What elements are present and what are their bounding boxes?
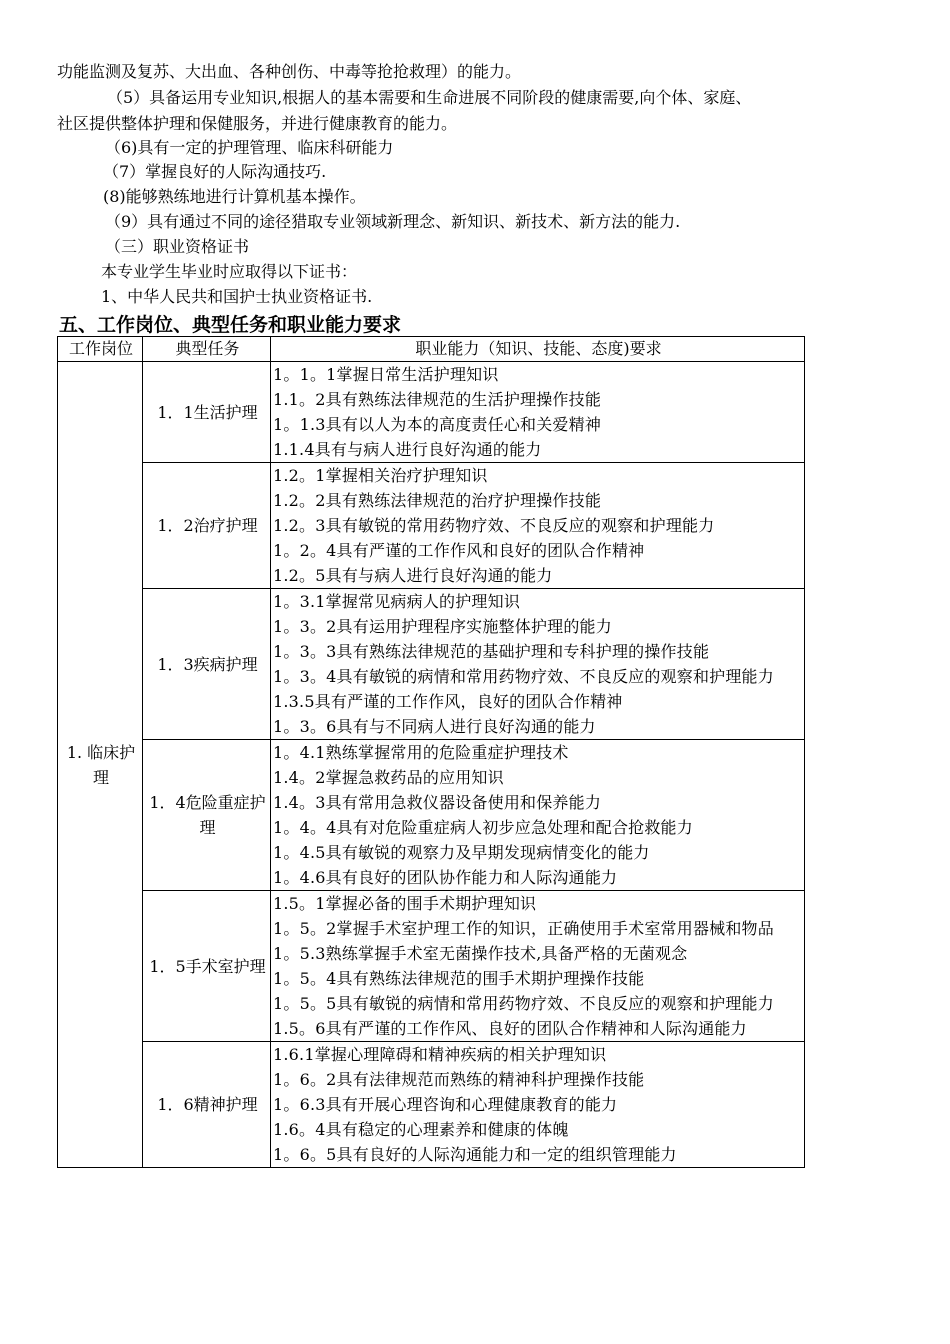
task-label: 1．5手术室护理 <box>149 956 266 976</box>
section-heading: 五、工作岗位、典型任务和职业能力要求 <box>59 314 402 336</box>
requirement-item: 1。3.1掌握常见病病人的护理知识 <box>273 592 521 611</box>
requirement-item: 1.5。6具有严谨的工作作风、良好的团队合作精神和人际沟通能力 <box>273 1019 747 1038</box>
requirement-item: 1.6.1掌握心理障碍和精神疾病的相关护理知识 <box>273 1045 607 1064</box>
requirement-item: 1。4。4具有对危险重症病人初步应急处理和配合抢救能力 <box>273 818 693 837</box>
requirements-cell <box>271 463 805 589</box>
requirement-item: 1。5。4具有熟练法律规范的围手术期护理操作技能 <box>273 969 645 988</box>
requirement-item: 1.3.5具有严谨的工作作风，良好的团队合作精神 <box>273 692 623 711</box>
requirement-item: 1。4.1熟练掌握常用的危险重症护理技术 <box>273 743 569 762</box>
requirement-item: 1。5.3熟练掌握手术室无菌操作技术,具备严格的无菌观念 <box>273 944 688 963</box>
task-cell <box>143 740 271 891</box>
requirement-item: 1。1。1掌握日常生活护理知识 <box>273 365 499 384</box>
requirement-item: 1。3。2具有运用护理程序实施整体护理的能力 <box>273 617 612 636</box>
requirement-item: 1。3。6具有与不同病人进行良好沟通的能力 <box>273 717 596 736</box>
paragraph-line: （9）具有通过不同的途径猎取专业领域新理念、新知识、新技术、新方法的能力. <box>105 212 681 231</box>
requirement-item: 1.2。1掌握相关治疗护理知识 <box>273 466 488 485</box>
paragraph-line: 功能监测及复苏、大出血、各种创伤、中毒等抢抢救理）的能力。 <box>57 62 522 81</box>
requirements-cell <box>271 362 805 463</box>
requirement-item: 1.2。3具有敏锐的常用药物疗效、不良反应的观察和护理能力 <box>273 516 715 535</box>
requirement-item: 1.1。2具有熟练法律规范的生活护理操作技能 <box>273 390 602 409</box>
requirements-cell <box>271 589 805 740</box>
requirements-cell <box>271 1042 805 1168</box>
paragraph-line: 本专业学生毕业时应取得以下证书： <box>101 262 358 281</box>
paragraph-line: （7）掌握良好的人际沟通技巧. <box>103 162 327 181</box>
paragraph-line: （6)具有一定的护理管理、临床科研能力 <box>105 138 394 157</box>
task-label: 1．2治疗护理 <box>157 516 258 535</box>
requirement-item: 1.6。4具有稳定的心理素养和健康的体魄 <box>273 1120 569 1139</box>
task-cell <box>143 1042 271 1168</box>
header-requirements: 职业能力（知识、技能、态度)要求 <box>271 337 805 362</box>
requirement-item: 1。5。5具有敏锐的病情和常用药物疗效、不良反应的观察和护理能力 <box>273 994 774 1013</box>
requirements-cell <box>271 891 805 1042</box>
paragraph-line: （5）具备运用专业知识,根据人的基本需要和生命进展不同阶段的健康需要,向个体、家庭、 <box>107 88 752 107</box>
task-cell <box>143 589 271 740</box>
paragraph-line: 社区提供整体护理和保健服务，并进行健康教育的能力。 <box>57 114 458 133</box>
requirement-item: 1。3。3具有熟练法律规范的基础护理和专科护理的操作技能 <box>273 642 710 661</box>
task-cell <box>143 463 271 589</box>
task-cell <box>143 362 271 463</box>
requirement-item: 1.4。3具有常用急救仪器设备使用和保养能力 <box>273 793 602 812</box>
task-label: 1．1生活护理 <box>157 402 258 422</box>
competency-table <box>57 336 805 1168</box>
requirement-item: 1.2。5具有与病人进行良好沟通的能力 <box>273 566 553 585</box>
task-label: 1．3疾病护理 <box>157 654 258 674</box>
requirement-item: 1。4.6具有良好的团队协作能力和人际沟通能力 <box>273 868 618 887</box>
post-label: 1. 临床护理 <box>66 742 136 787</box>
requirement-item: 1。2。4具有严谨的工作作风和良好的团队合作精神 <box>273 541 645 560</box>
post-cell <box>58 362 143 1168</box>
table-row <box>58 740 805 891</box>
requirement-item: 1.2。2具有熟练法律规范的治疗护理操作技能 <box>273 491 602 510</box>
requirement-item: 1。3。4具有敏锐的病情和常用药物疗效、不良反应的观察和护理能力 <box>273 667 774 686</box>
requirement-item: 1。6。2具有法律规范而熟练的精神科护理操作技能 <box>273 1070 645 1089</box>
requirement-item: 1.1.4具有与病人进行良好沟通的能力 <box>273 440 542 459</box>
table-row <box>58 891 805 1042</box>
subsection-title: （三）职业资格证书 <box>105 237 250 256</box>
table-row <box>58 463 805 589</box>
task-label: 1．4危险重症护理 <box>149 793 266 837</box>
certificate-item: 1、中华人民共和国护士执业资格证书. <box>101 287 373 306</box>
task-cell <box>143 891 271 1042</box>
requirement-item: 1.5。1掌握必备的围手术期护理知识 <box>273 894 537 913</box>
table-row <box>58 1042 805 1168</box>
header-post: 工作岗位 <box>58 337 143 362</box>
requirement-item: 1.4。2掌握急救药品的应用知识 <box>273 768 504 787</box>
requirement-item: 1。6.3具有开展心理咨询和心理健康教育的能力 <box>273 1095 618 1114</box>
requirement-item: 1。1.3具有以人为本的高度责任心和关爱精神 <box>273 415 602 434</box>
requirement-item: 1。5。2掌握手术室护理工作的知识，正确使用手术室常用器械和物品 <box>273 919 774 938</box>
header-task: 典型任务 <box>143 337 271 362</box>
table-row <box>58 589 805 740</box>
requirement-item: 1。6。5具有良好的人际沟通能力和一定的组织管理能力 <box>273 1145 677 1164</box>
table-header-row <box>58 337 805 362</box>
task-label: 1．6精神护理 <box>157 1095 258 1114</box>
requirements-cell <box>271 740 805 891</box>
table-row <box>58 362 805 463</box>
paragraph-line: (8)能够熟练地进行计算机基本操作。 <box>103 187 366 206</box>
requirement-item: 1。4.5具有敏锐的观察力及早期发现病情变化的能力 <box>273 843 650 862</box>
